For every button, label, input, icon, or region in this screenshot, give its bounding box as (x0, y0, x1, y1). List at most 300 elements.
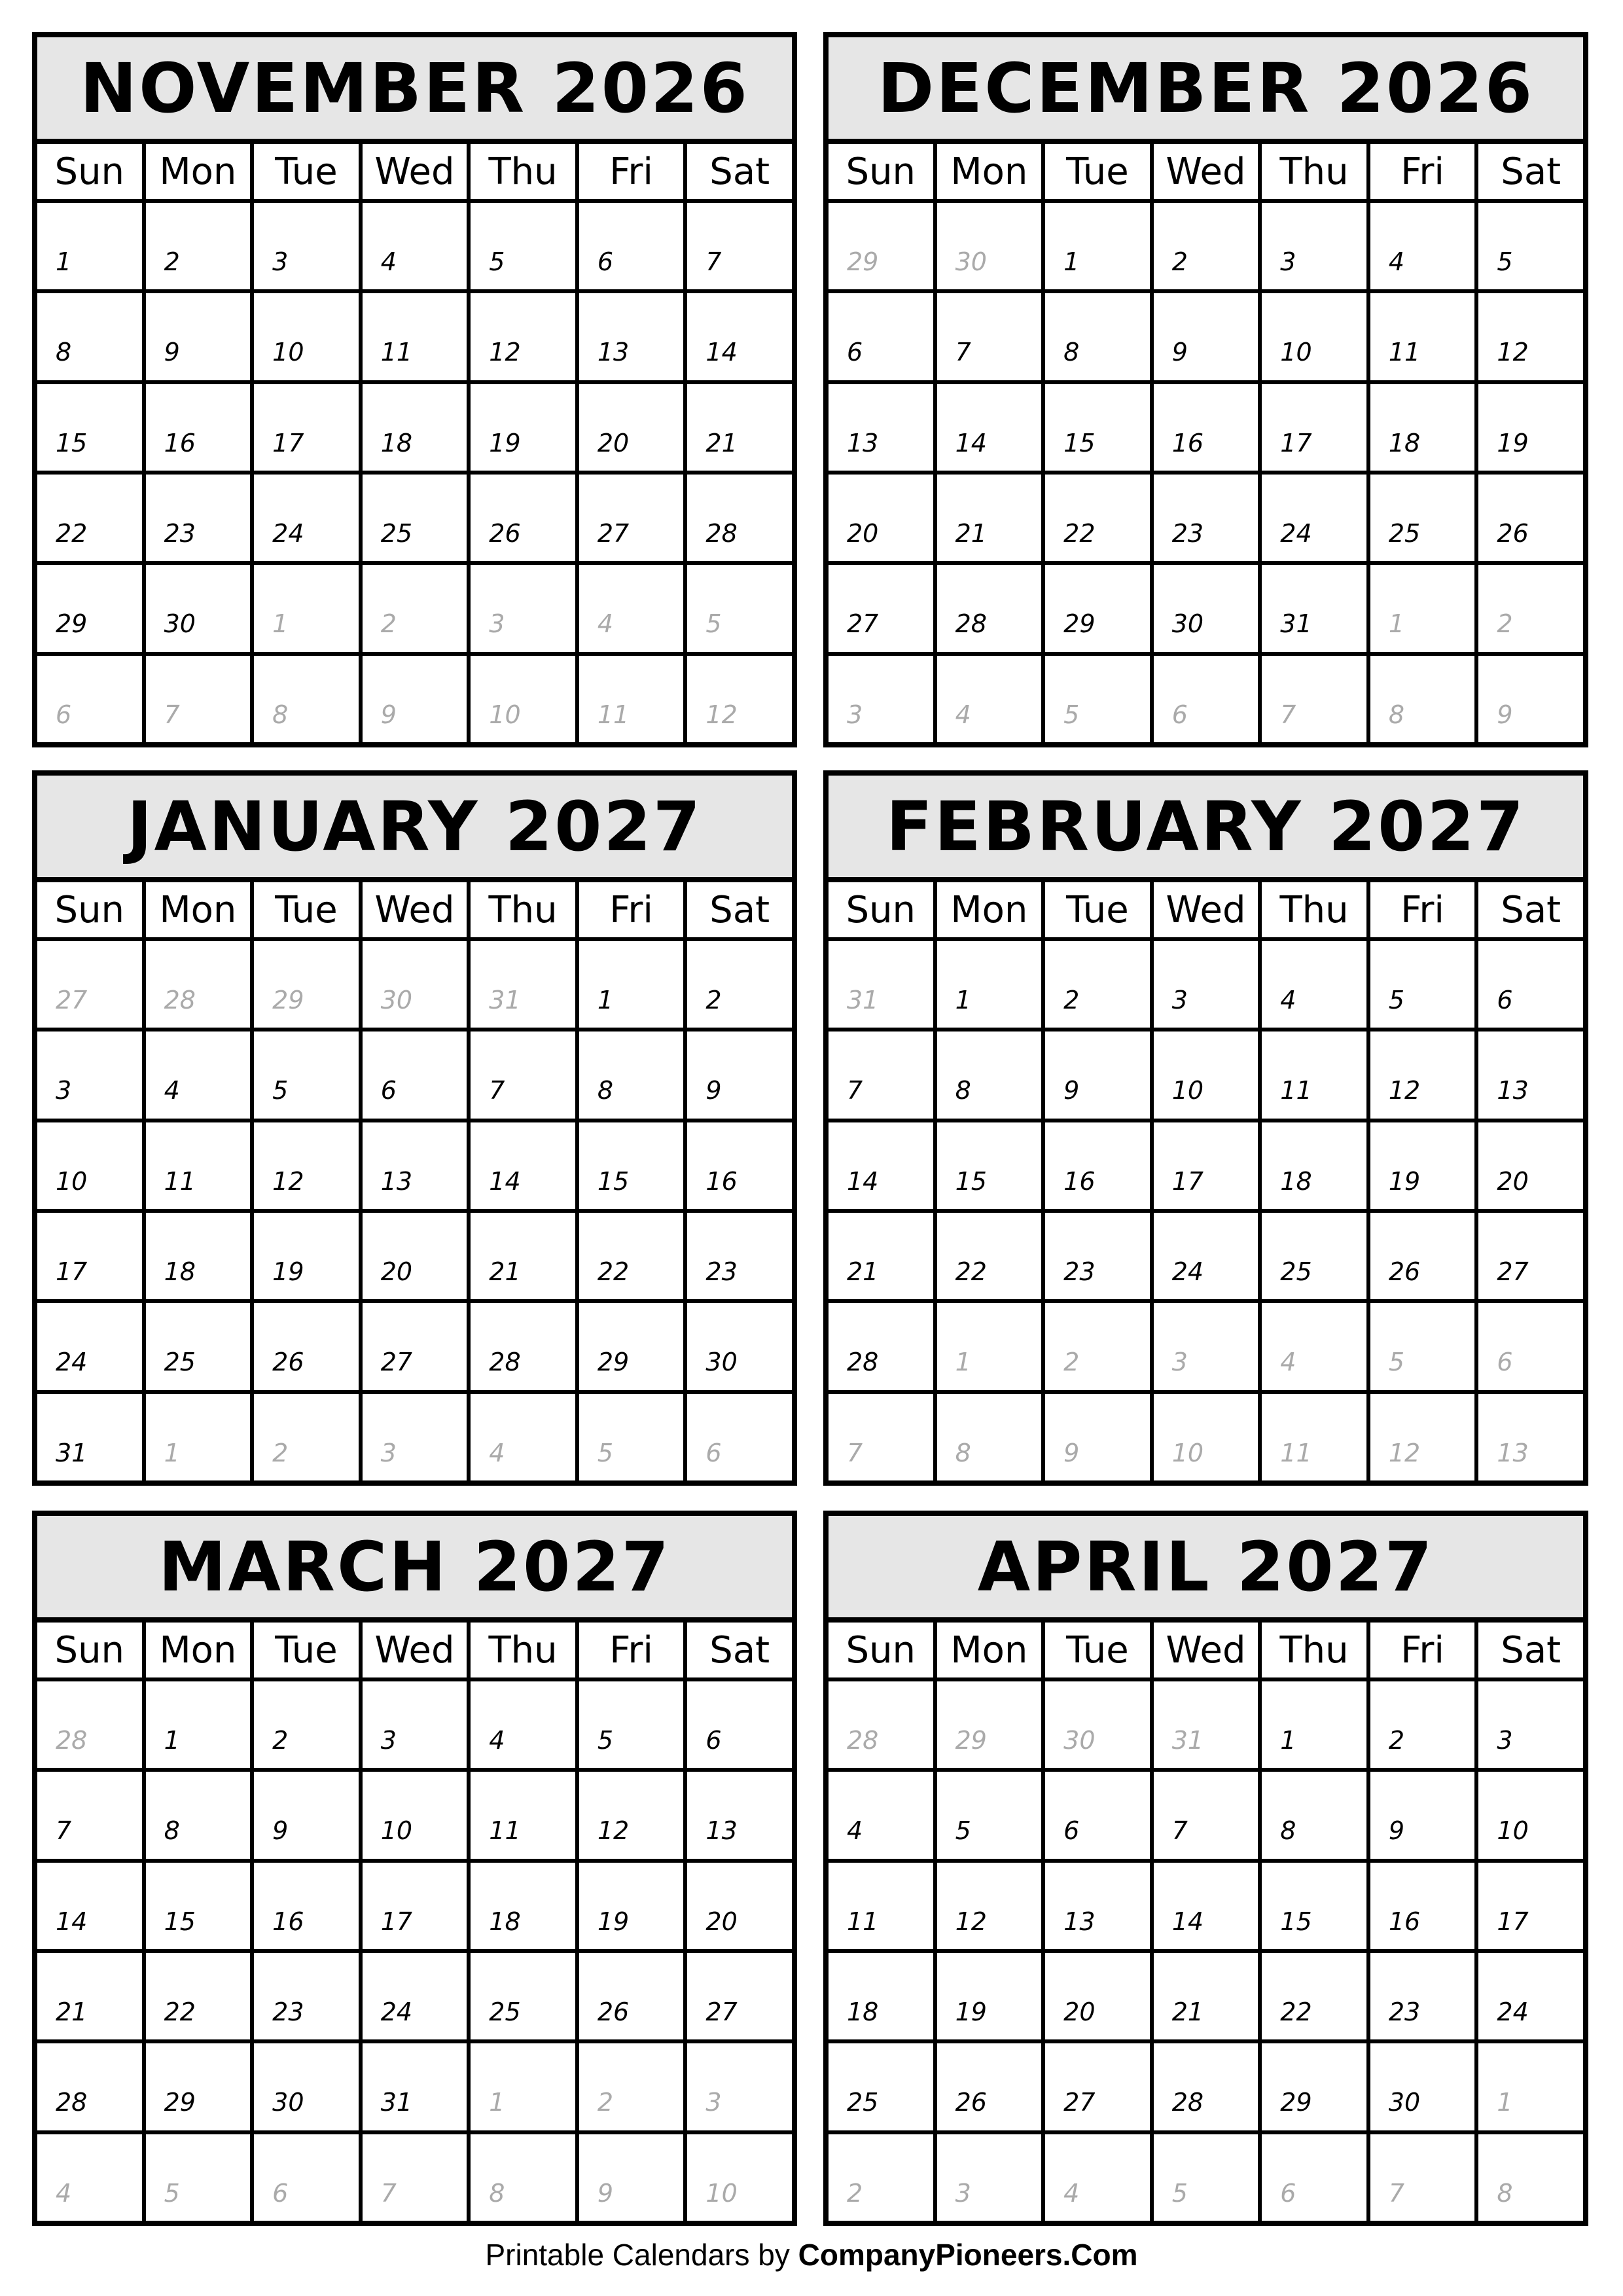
day-cell (146, 1213, 251, 1299)
day-cell (471, 565, 575, 651)
day-cell (1478, 1953, 1583, 2039)
day-cell (37, 1122, 142, 1209)
day-cell (1154, 384, 1258, 471)
day-cell (363, 1031, 467, 1118)
day-cell (1370, 1031, 1475, 1118)
adjacent-month-day-number: 11 (597, 700, 630, 729)
day-number: 21 (56, 1997, 88, 2026)
day-number: 15 (1280, 1907, 1312, 1936)
day-cell (1478, 2134, 1583, 2221)
day-cell (579, 1122, 684, 1209)
day-cell (1262, 384, 1366, 471)
day-cell (579, 941, 684, 1028)
day-cell (829, 1953, 933, 2039)
adjacent-month-day-number: 29 (272, 986, 304, 1014)
day-cell (1154, 1031, 1258, 1118)
day-cell (1370, 2134, 1475, 2221)
day-number: 8 (1063, 338, 1080, 367)
day-number: 24 (1280, 518, 1312, 548)
day-cell (579, 384, 684, 471)
adjacent-month-day-number: 3 (380, 1438, 397, 1467)
day-number: 18 (489, 1907, 521, 1936)
weekday-header: Tue (254, 882, 359, 937)
day-number: 1 (1280, 1726, 1296, 1755)
day-cell (687, 941, 792, 1028)
day-cell (471, 2043, 575, 2130)
day-cell (687, 203, 792, 289)
day-cell (687, 293, 792, 380)
day-cell (363, 1303, 467, 1390)
day-number: 8 (164, 1816, 180, 1846)
day-cell (579, 1863, 684, 1949)
adjacent-month-day-number: 8 (489, 2178, 505, 2208)
day-cell (1262, 1394, 1366, 1480)
day-number: 15 (56, 428, 88, 457)
day-cell (1154, 1303, 1258, 1390)
day-cell (1370, 1122, 1475, 1209)
day-number: 30 (164, 609, 196, 639)
day-cell (1045, 384, 1150, 471)
day-cell (37, 293, 142, 380)
day-number: 5 (955, 1816, 971, 1846)
day-number: 5 (597, 1726, 614, 1755)
day-cell (471, 1953, 575, 2039)
day-number: 13 (847, 428, 879, 457)
day-cell (1370, 565, 1475, 651)
day-cell (471, 1031, 575, 1118)
day-number: 22 (597, 1257, 630, 1286)
day-cell (471, 475, 575, 561)
day-cell (937, 941, 1042, 1028)
day-cell (937, 2043, 1042, 2130)
day-number: 27 (705, 1997, 738, 2026)
day-number: 10 (272, 338, 304, 367)
weekday-header: Thu (1262, 882, 1366, 937)
day-cell (579, 1213, 684, 1299)
day-number: 4 (1280, 986, 1296, 1014)
day-cell (687, 2134, 792, 2221)
day-cell (1262, 1953, 1366, 2039)
day-cell (829, 1681, 933, 1768)
day-cell (363, 1122, 467, 1209)
day-cell (363, 1213, 467, 1299)
month-calendar (823, 1511, 1588, 2226)
day-cell (146, 1772, 251, 1858)
day-cell (1045, 2134, 1150, 2221)
day-cell (1478, 475, 1583, 561)
day-cell (1045, 293, 1150, 380)
day-number: 9 (1171, 338, 1188, 367)
adjacent-month-day-number: 1 (272, 609, 289, 639)
adjacent-month-day-number: 1 (1388, 609, 1405, 639)
day-cell (1154, 1772, 1258, 1858)
adjacent-month-day-number: 13 (1497, 1438, 1529, 1467)
month-title: MARCH 2027 (37, 1516, 792, 1623)
day-number: 13 (597, 338, 630, 367)
adjacent-month-day-number: 6 (1171, 700, 1188, 729)
day-number: 26 (1497, 518, 1529, 548)
adjacent-month-day-number: 2 (847, 2178, 863, 2208)
day-number: 4 (847, 1816, 863, 1846)
day-number: 14 (705, 338, 738, 367)
day-cell (1262, 475, 1366, 561)
day-cell (1478, 1213, 1583, 1299)
weekday-header: Mon (937, 882, 1042, 937)
day-number: 9 (272, 1816, 289, 1846)
day-cell (1154, 1863, 1258, 1949)
day-number: 15 (1063, 428, 1096, 457)
day-cell (1370, 941, 1475, 1028)
day-cell (579, 1303, 684, 1390)
day-cell (254, 293, 359, 380)
day-cell (37, 1681, 142, 1768)
day-cell (687, 384, 792, 471)
weekday-header: Wed (1154, 1623, 1258, 1677)
day-number: 29 (56, 609, 88, 639)
day-number: 16 (705, 1166, 738, 1196)
day-cell (1370, 1953, 1475, 2039)
weekday-header: Tue (1045, 1623, 1150, 1677)
day-number: 20 (705, 1907, 738, 1936)
adjacent-month-day-number: 8 (272, 700, 289, 729)
day-number: 20 (1063, 1997, 1096, 2026)
adjacent-month-day-number: 10 (489, 700, 521, 729)
day-cell (471, 384, 575, 471)
day-number: 4 (380, 247, 397, 276)
day-cell (1045, 2043, 1150, 2130)
day-number: 22 (955, 1257, 987, 1286)
day-number: 19 (272, 1257, 304, 1286)
day-number: 25 (1388, 518, 1421, 548)
weekday-header: Sat (687, 882, 792, 937)
day-number: 1 (597, 986, 614, 1014)
day-number: 28 (705, 518, 738, 548)
adjacent-month-day-number: 3 (489, 609, 505, 639)
adjacent-month-day-number: 3 (847, 700, 863, 729)
day-cell (1262, 941, 1366, 1028)
day-cell (937, 1772, 1042, 1858)
day-cell (146, 656, 251, 742)
day-number: 21 (955, 518, 987, 548)
day-cell (579, 203, 684, 289)
day-cell (579, 565, 684, 651)
adjacent-month-day-number: 30 (1063, 1726, 1096, 1755)
month-calendar (823, 770, 1588, 1486)
day-cell (146, 1863, 251, 1949)
weekday-header: Mon (146, 144, 251, 199)
day-number: 3 (272, 247, 289, 276)
day-number: 16 (272, 1907, 304, 1936)
day-cell (937, 1681, 1042, 1768)
day-number: 7 (1171, 1816, 1188, 1846)
adjacent-month-day-number: 8 (955, 1438, 971, 1467)
adjacent-month-day-number: 7 (847, 1438, 863, 1467)
day-number: 23 (164, 518, 196, 548)
day-number: 28 (955, 609, 987, 639)
day-number: 18 (1280, 1166, 1312, 1196)
day-number: 18 (1388, 428, 1421, 457)
day-number: 23 (1171, 518, 1204, 548)
day-number: 19 (597, 1907, 630, 1936)
day-number: 7 (56, 1816, 72, 1846)
day-cell (471, 1863, 575, 1949)
day-cell (1262, 1031, 1366, 1118)
adjacent-month-day-number: 27 (56, 986, 88, 1014)
day-cell (1045, 1953, 1150, 2039)
day-number: 12 (597, 1816, 630, 1846)
day-cell (37, 1953, 142, 2039)
day-number: 8 (955, 1076, 971, 1105)
day-cell (471, 1772, 575, 1858)
day-cell (1045, 1394, 1150, 1480)
weekday-header: Sat (1478, 1623, 1583, 1677)
day-cell (687, 1303, 792, 1390)
weekday-header: Sun (829, 1623, 933, 1677)
day-cell (1154, 1122, 1258, 1209)
day-cell (254, 1122, 359, 1209)
day-number: 25 (164, 1348, 196, 1377)
day-number: 31 (380, 2088, 413, 2117)
weekday-header: Mon (937, 144, 1042, 199)
day-number: 20 (847, 518, 879, 548)
day-cell (1045, 1213, 1150, 1299)
day-cell (363, 941, 467, 1028)
weekday-header: Thu (471, 144, 575, 199)
day-cell (1370, 2043, 1475, 2130)
day-number: 6 (1063, 1816, 1080, 1846)
adjacent-month-day-number: 6 (56, 700, 72, 729)
adjacent-month-day-number: 12 (705, 700, 738, 729)
weekday-header: Tue (1045, 144, 1150, 199)
day-cell (829, 475, 933, 561)
day-number: 15 (955, 1166, 987, 1196)
day-cell (1370, 1863, 1475, 1949)
day-cell (1154, 1213, 1258, 1299)
day-number: 23 (272, 1997, 304, 2026)
weekday-header: Wed (363, 144, 467, 199)
weekday-header: Thu (471, 1623, 575, 1677)
day-number: 23 (1063, 1257, 1096, 1286)
day-cell (687, 1772, 792, 1858)
month-grid (829, 882, 1583, 1480)
day-cell (937, 1394, 1042, 1480)
weekday-header: Wed (1154, 144, 1258, 199)
day-number: 14 (847, 1166, 879, 1196)
month-grid (37, 144, 792, 742)
day-number: 29 (1280, 2088, 1312, 2117)
weekday-header: Sun (37, 882, 142, 937)
day-cell (254, 203, 359, 289)
day-number: 30 (705, 1348, 738, 1377)
weekday-header: Mon (937, 1623, 1042, 1677)
adjacent-month-day-number: 2 (380, 609, 397, 639)
day-number: 30 (1388, 2088, 1421, 2117)
day-cell (37, 941, 142, 1028)
month-calendar (32, 770, 797, 1486)
day-cell (937, 1122, 1042, 1209)
day-cell (1262, 1772, 1366, 1858)
day-cell (146, 203, 251, 289)
adjacent-month-day-number: 31 (1171, 1726, 1204, 1755)
adjacent-month-day-number: 4 (955, 700, 971, 729)
day-cell (146, 1953, 251, 2039)
day-cell (471, 293, 575, 380)
day-cell (1262, 1213, 1366, 1299)
adjacent-month-day-number: 2 (272, 1438, 289, 1467)
adjacent-month-day-number: 4 (597, 609, 614, 639)
day-cell (471, 1213, 575, 1299)
day-cell (37, 2134, 142, 2221)
adjacent-month-day-number: 1 (489, 2088, 505, 2117)
day-number: 31 (1280, 609, 1312, 639)
day-number: 8 (56, 338, 72, 367)
day-cell (687, 1863, 792, 1949)
day-number: 2 (705, 986, 722, 1014)
day-number: 25 (380, 518, 413, 548)
weekday-header: Sat (1478, 144, 1583, 199)
day-number: 11 (380, 338, 413, 367)
day-cell (937, 475, 1042, 561)
day-cell (1045, 203, 1150, 289)
weekday-header: Fri (579, 144, 684, 199)
month-title: JANUARY 2027 (37, 776, 792, 882)
day-number: 6 (380, 1076, 397, 1105)
day-cell (937, 1303, 1042, 1390)
day-cell (1370, 1394, 1475, 1480)
day-cell (1478, 941, 1583, 1028)
day-cell (1262, 2134, 1366, 2221)
day-cell (363, 2134, 467, 2221)
day-cell (146, 565, 251, 651)
day-number: 24 (272, 518, 304, 548)
day-cell (254, 1303, 359, 1390)
day-number: 17 (1497, 1907, 1529, 1936)
day-cell (254, 1953, 359, 2039)
day-cell (146, 1122, 251, 1209)
day-number: 10 (56, 1166, 88, 1196)
day-number: 13 (705, 1816, 738, 1846)
day-number: 21 (1171, 1997, 1204, 2026)
day-number: 24 (380, 1997, 413, 2026)
day-cell (1478, 1031, 1583, 1118)
day-cell (1370, 656, 1475, 742)
day-cell (579, 293, 684, 380)
day-cell (579, 1394, 684, 1480)
day-number: 29 (597, 1348, 630, 1377)
day-cell (829, 384, 933, 471)
day-cell (1045, 1303, 1150, 1390)
day-cell (687, 1394, 792, 1480)
day-number: 11 (489, 1816, 521, 1846)
weekday-header: Sat (687, 1623, 792, 1677)
day-cell (1478, 293, 1583, 380)
day-cell (1262, 656, 1366, 742)
day-cell (363, 2043, 467, 2130)
day-number: 2 (272, 1726, 289, 1755)
day-cell (687, 1681, 792, 1768)
footer-prefix: Printable Calendars by (485, 2238, 790, 2272)
day-cell (254, 565, 359, 651)
day-cell (1370, 203, 1475, 289)
day-number: 11 (1280, 1076, 1312, 1105)
day-number: 27 (1063, 2088, 1096, 2117)
day-cell (363, 656, 467, 742)
day-number: 15 (597, 1166, 630, 1196)
day-cell (1154, 1953, 1258, 2039)
day-number: 20 (597, 428, 630, 457)
day-cell (1370, 1772, 1475, 1858)
day-cell (1262, 203, 1366, 289)
day-number: 3 (1497, 1726, 1513, 1755)
day-cell (829, 656, 933, 742)
day-cell (254, 1213, 359, 1299)
adjacent-month-day-number: 2 (1497, 609, 1513, 639)
day-number: 11 (847, 1907, 879, 1936)
day-number: 8 (597, 1076, 614, 1105)
day-number: 3 (380, 1726, 397, 1755)
month-grid (37, 882, 792, 1480)
day-cell (471, 1681, 575, 1768)
adjacent-month-day-number: 7 (380, 2178, 397, 2208)
month-title: NOVEMBER 2026 (37, 37, 792, 144)
weekday-header: Fri (1370, 144, 1475, 199)
day-cell (471, 656, 575, 742)
day-cell (829, 1122, 933, 1209)
adjacent-month-day-number: 30 (380, 986, 413, 1014)
day-cell (146, 293, 251, 380)
day-number: 26 (955, 2088, 987, 2117)
day-cell (579, 1681, 684, 1768)
day-cell (829, 1031, 933, 1118)
day-number: 27 (847, 609, 879, 639)
day-number: 20 (380, 1257, 413, 1286)
day-cell (1370, 1303, 1475, 1390)
day-cell (829, 565, 933, 651)
adjacent-month-day-number: 30 (955, 247, 987, 276)
adjacent-month-day-number: 3 (955, 2178, 971, 2208)
day-cell (1154, 203, 1258, 289)
adjacent-month-day-number: 28 (56, 1726, 88, 1755)
day-cell (1478, 2043, 1583, 2130)
day-number: 6 (847, 338, 863, 367)
day-cell (937, 384, 1042, 471)
adjacent-month-day-number: 3 (1171, 1348, 1188, 1377)
day-cell (1370, 1213, 1475, 1299)
day-number: 9 (705, 1076, 722, 1105)
day-cell (146, 2134, 251, 2221)
day-cell (579, 1031, 684, 1118)
day-cell (687, 475, 792, 561)
day-cell (1045, 1122, 1150, 1209)
day-number: 26 (597, 1997, 630, 2026)
day-number: 3 (56, 1076, 72, 1105)
day-number: 14 (489, 1166, 521, 1196)
day-cell (687, 656, 792, 742)
day-cell (1154, 475, 1258, 561)
day-number: 24 (1171, 1257, 1204, 1286)
weekday-header: Sat (687, 144, 792, 199)
day-number: 3 (1280, 247, 1296, 276)
day-cell (146, 1394, 251, 1480)
day-cell (471, 1122, 575, 1209)
weekday-header: Thu (471, 882, 575, 937)
adjacent-month-day-number: 6 (272, 2178, 289, 2208)
adjacent-month-day-number: 10 (1171, 1438, 1204, 1467)
day-number: 5 (489, 247, 505, 276)
day-cell (1262, 1122, 1366, 1209)
adjacent-month-day-number: 29 (955, 1726, 987, 1755)
weekday-header: Fri (579, 1623, 684, 1677)
